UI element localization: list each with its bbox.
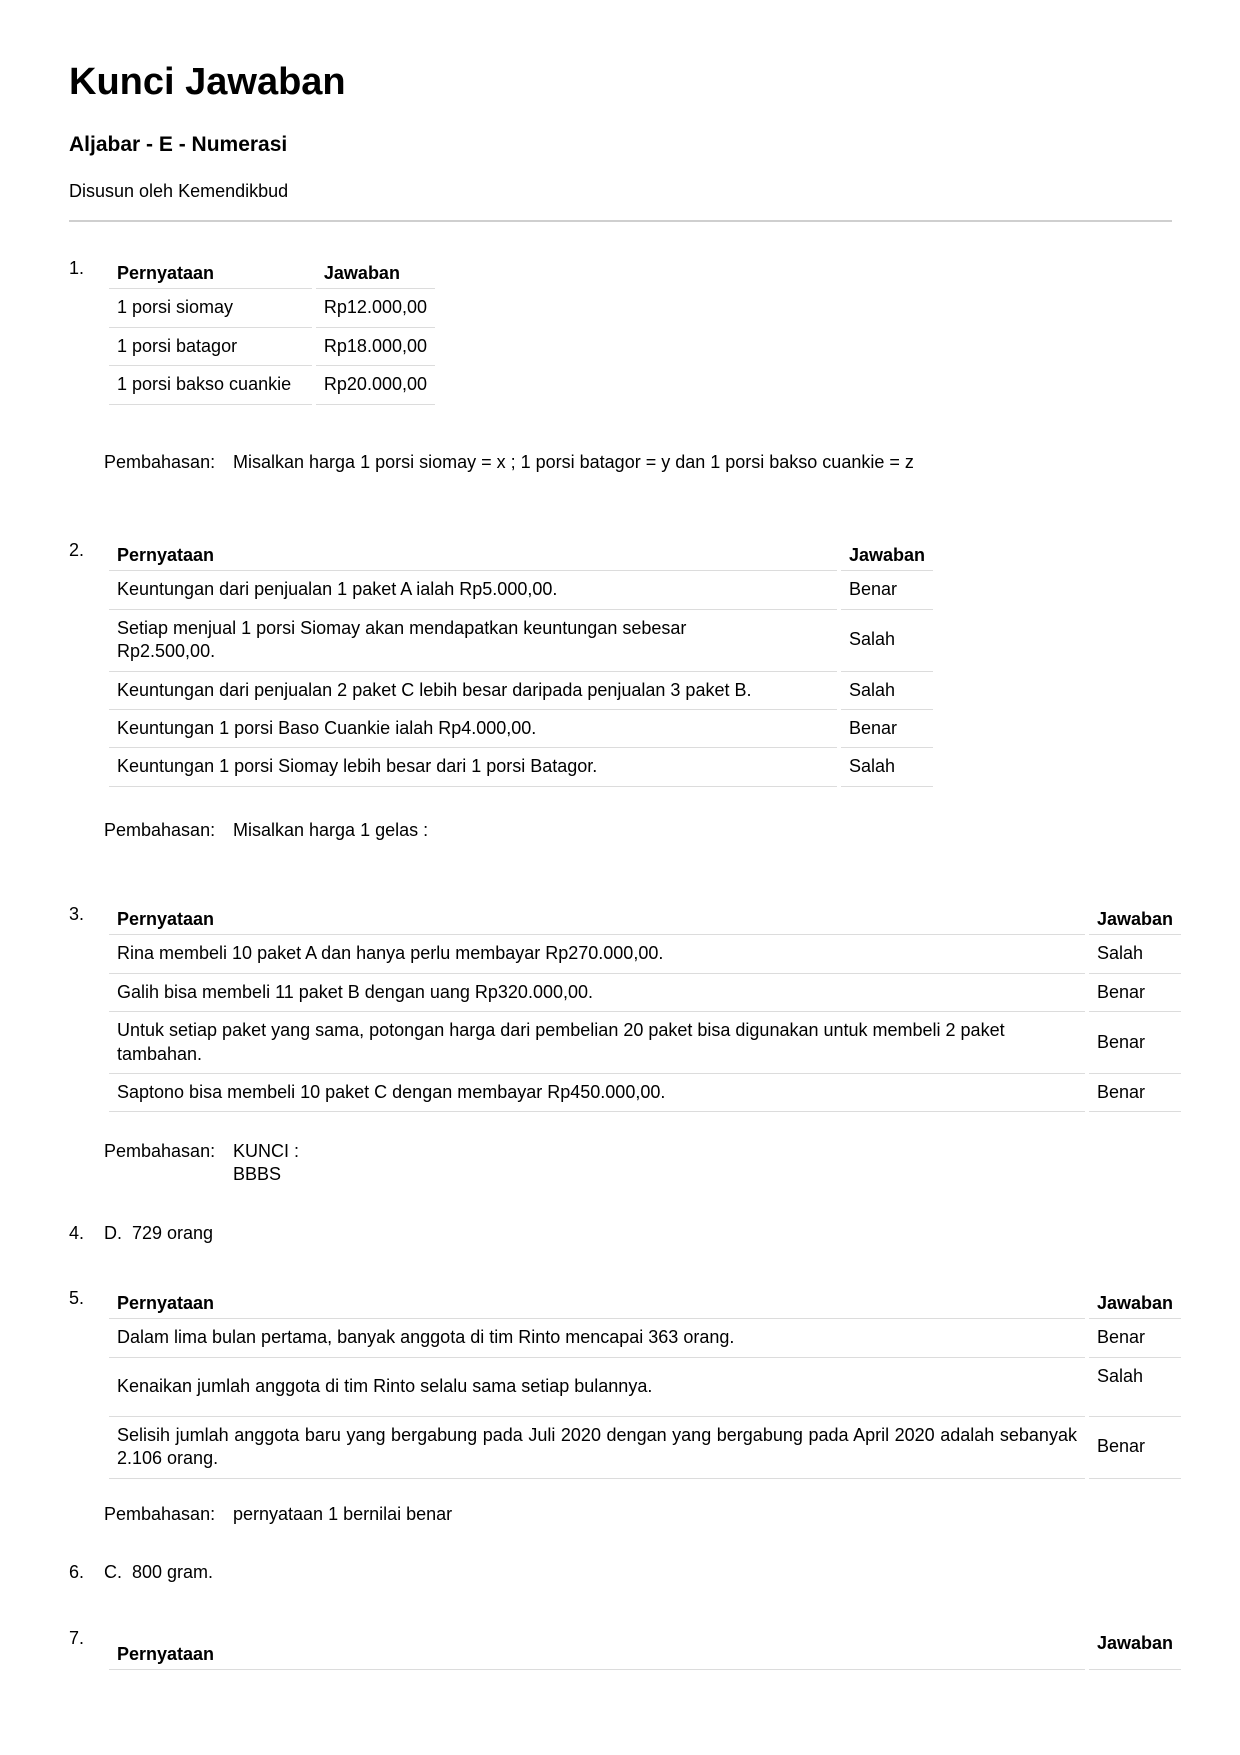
- multiple-choice-answer: [104, 1561, 213, 1584]
- answer-cell: Benar: [841, 710, 933, 748]
- statement-cell: Selisih jumlah anggota baru yang bergabung pada Juli 2020 dengan yang bergabung pada April 2020 adalah sebanyak 2.106 orang.: [109, 1417, 1085, 1479]
- explanation-label: Pembahasan:: [104, 1141, 216, 1161]
- answer-table-7: [105, 1627, 1185, 1670]
- answer-table-5: [105, 1287, 1185, 1479]
- column-header-pernyataan: Pernyataan: [109, 539, 837, 571]
- column-header-pernyataan: Pernyataan: [109, 257, 312, 289]
- table-row: [109, 289, 435, 327]
- statement-cell: Keuntungan 1 porsi Baso Cuankie ialah Rp4.000,00.: [109, 710, 837, 748]
- header-divider: [69, 220, 1172, 222]
- answer-table-1: [105, 257, 439, 405]
- statement-cell: Keuntungan dari penjualan 2 paket C lebih besar daripada penjualan 3 paket B.: [109, 672, 837, 710]
- answer-cell: Benar: [1089, 974, 1181, 1012]
- question-number: 4.: [69, 1223, 85, 1243]
- answer-cell: Salah: [841, 672, 933, 710]
- table-row: [109, 571, 933, 609]
- statement-cell: Setiap menjual 1 porsi Siomay akan mendapatkan keuntungan sebesar Rp2.500,00.: [109, 610, 837, 672]
- question-number: 6.: [69, 1562, 85, 1582]
- table-row: [109, 748, 933, 786]
- question-number: 7.: [69, 1628, 85, 1648]
- explanation-text: pernyataan 1 bernilai benar: [233, 1504, 453, 1524]
- column-header-jawaban: Jawaban: [841, 539, 933, 571]
- author-line: Disusun oleh Kemendikbud: [69, 181, 289, 201]
- column-header-jawaban: Jawaban: [1089, 1627, 1181, 1670]
- column-header-jawaban: Jawaban: [1089, 1287, 1181, 1319]
- answer-text: 729 orang: [132, 1223, 214, 1243]
- answer-cell: Benar: [841, 571, 933, 609]
- column-header-pernyataan: Pernyataan: [109, 903, 1085, 935]
- statement-cell: Untuk setiap paket yang sama, potongan harga dari pembelian 20 paket bisa digunakan untuk membeli 2 paket tambahan.: [109, 1012, 1085, 1074]
- statement-cell: 1 porsi bakso cuankie: [109, 366, 312, 404]
- column-header-pernyataan: Pernyataan: [109, 1627, 1085, 1670]
- table-row: [109, 1074, 1181, 1112]
- answer-cell: Benar: [1089, 1319, 1181, 1357]
- table-row: [109, 610, 933, 672]
- page-subtitle: Aljabar - E - Numerasi: [69, 133, 288, 156]
- statement-cell: Galih bisa membeli 11 paket B dengan uang Rp320.000,00.: [109, 974, 1085, 1012]
- explanation-text: Misalkan harga 1 gelas :: [233, 820, 429, 840]
- answer-cell: Salah: [841, 748, 933, 786]
- answer-cell: Benar: [1089, 1417, 1181, 1479]
- table-row: [109, 1417, 1181, 1479]
- table-row: [109, 974, 1181, 1012]
- answer-cell: Salah: [1089, 1358, 1181, 1417]
- explanation-label: Pembahasan:: [104, 1504, 216, 1524]
- column-header-pernyataan: Pernyataan: [109, 1287, 1085, 1319]
- table-row: [109, 935, 1181, 973]
- statement-cell: Keuntungan 1 porsi Siomay lebih besar dari 1 porsi Batagor.: [109, 748, 837, 786]
- statement-cell: 1 porsi batagor: [109, 328, 312, 366]
- question-number: 3.: [69, 904, 85, 924]
- page-title: Kunci Jawaban: [69, 61, 346, 103]
- answer-cell: Benar: [1089, 1074, 1181, 1112]
- column-header-jawaban: Jawaban: [316, 257, 435, 289]
- table-row: [109, 1319, 1181, 1357]
- statement-cell: Rina membeli 10 paket A dan hanya perlu membayar Rp270.000,00.: [109, 935, 1085, 973]
- explanation-label: Pembahasan:: [104, 452, 216, 472]
- answer-cell: Rp18.000,00: [316, 328, 435, 366]
- statement-cell: 1 porsi siomay: [109, 289, 312, 327]
- answer-table-2: [105, 539, 937, 787]
- table-row: [109, 1358, 1181, 1417]
- answer-option: D.: [104, 1223, 122, 1243]
- answer-cell: Salah: [841, 610, 933, 672]
- statement-cell: Saptono bisa membeli 10 paket C dengan membayar Rp450.000,00.: [109, 1074, 1085, 1112]
- question-number: 1.: [69, 258, 85, 278]
- statement-cell: Kenaikan jumlah anggota di tim Rinto selalu sama setiap bulannya.: [109, 1358, 1085, 1417]
- multiple-choice-answer: [104, 1222, 213, 1245]
- answer-option: C.: [104, 1562, 122, 1582]
- table-row: [109, 710, 933, 748]
- question-number: 2.: [69, 540, 85, 560]
- table-row: [109, 672, 933, 710]
- column-header-jawaban: Jawaban: [1089, 903, 1181, 935]
- answer-cell: Rp12.000,00: [316, 289, 435, 327]
- answer-cell: Rp20.000,00: [316, 366, 435, 404]
- statement-cell: Dalam lima bulan pertama, banyak anggota di tim Rinto mencapai 363 orang.: [109, 1319, 1085, 1357]
- answer-table-3: [105, 903, 1185, 1112]
- explanation-label: Pembahasan:: [104, 820, 216, 840]
- answer-cell: Benar: [1089, 1012, 1181, 1074]
- question-number: 5.: [69, 1288, 85, 1308]
- explanation-text: KUNCI : BBBS: [233, 1141, 300, 1185]
- explanation-text: Misalkan harga 1 porsi siomay = x ; 1 porsi batagor = y dan 1 porsi bakso cuankie = z: [233, 452, 914, 472]
- answer-text: 800 gram.: [132, 1562, 214, 1582]
- table-row: [109, 1012, 1181, 1074]
- answer-cell: Salah: [1089, 935, 1181, 973]
- table-row: [109, 366, 435, 404]
- statement-cell: Keuntungan dari penjualan 1 paket A ialah Rp5.000,00.: [109, 571, 837, 609]
- table-row: [109, 328, 435, 366]
